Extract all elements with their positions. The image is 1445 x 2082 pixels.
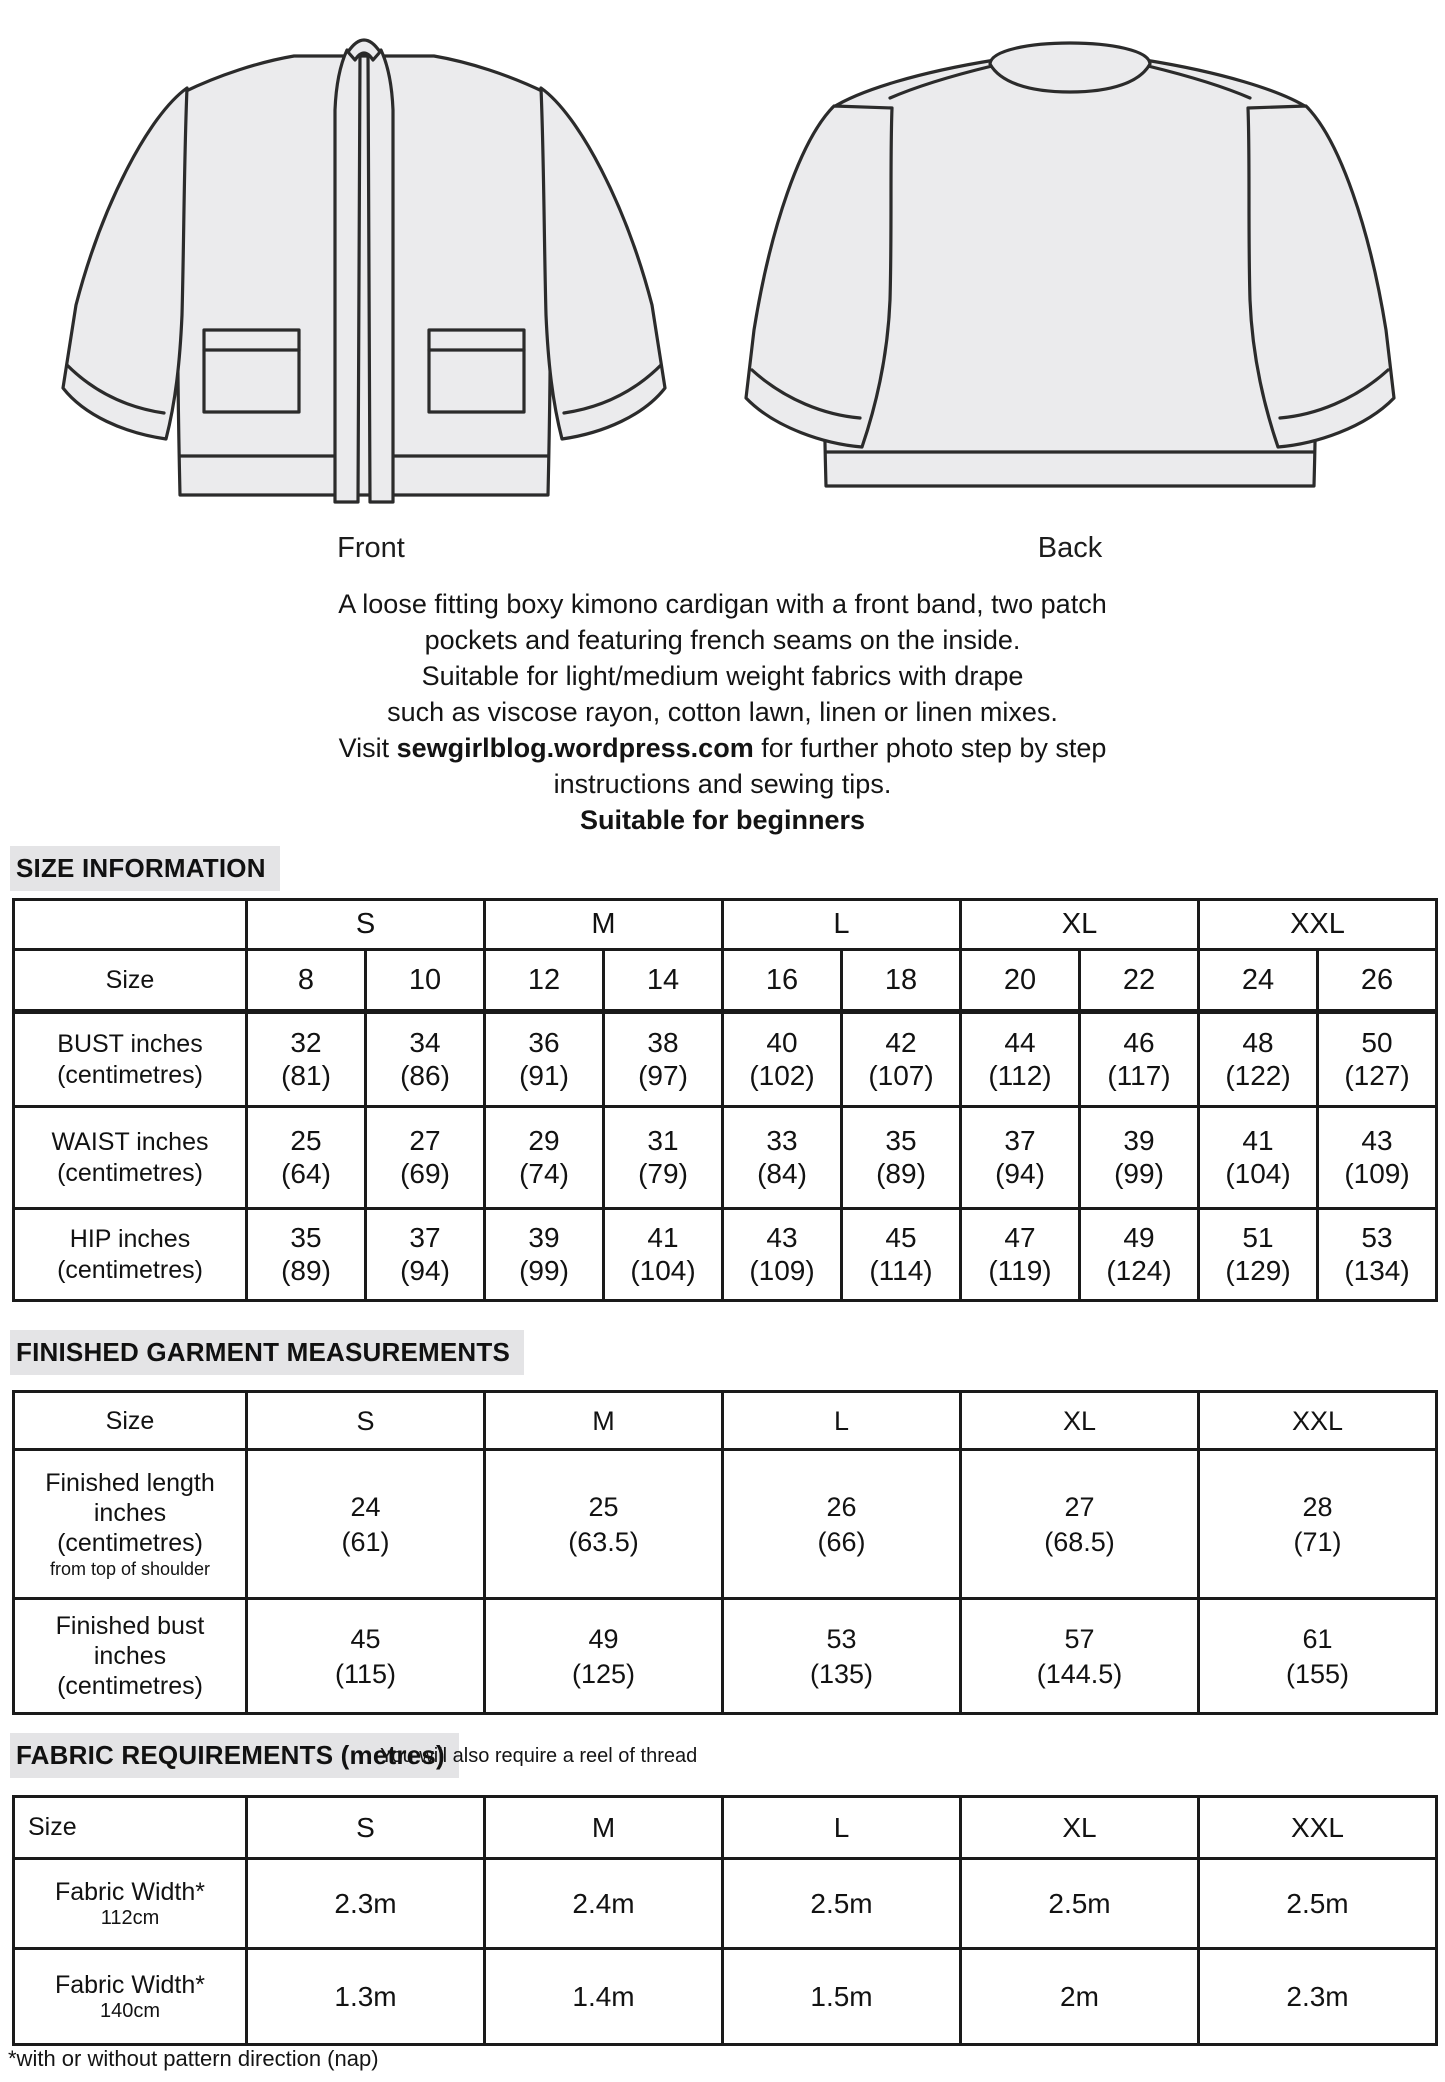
bust-cm: (102)	[749, 1060, 815, 1091]
hip-inches: 39	[528, 1222, 560, 1253]
waist-inches: 39	[1123, 1125, 1155, 1156]
bust-inches: 46	[1123, 1027, 1155, 1058]
back-collar	[990, 43, 1150, 92]
back-body	[824, 60, 1316, 486]
back-right-sleeve	[1248, 106, 1394, 447]
fabric-width-label-line1: Fabric Width*	[54, 1971, 206, 1999]
bust-inches: 50	[1361, 1027, 1393, 1058]
finished-length-cell	[961, 1450, 1199, 1599]
waist-inches: 33	[766, 1125, 798, 1156]
hip-inches: 41	[647, 1222, 679, 1253]
finished-length-label-line3: (centimetres)	[57, 1529, 203, 1557]
waist-cm: (104)	[1225, 1158, 1291, 1189]
fabric-col-header: XXL	[1199, 1797, 1437, 1859]
fabric-140-cell: 1.5m	[723, 1949, 961, 2045]
hip-inches: 45	[885, 1222, 917, 1253]
description-line: instructions and sewing tips.	[553, 769, 892, 799]
waist-inches: 43	[1361, 1125, 1393, 1156]
hip-inches: 35	[290, 1222, 322, 1253]
bust-cell	[604, 1012, 723, 1107]
size-number: 24	[1199, 950, 1318, 1012]
finished-length-cell	[485, 1450, 723, 1599]
front-figure-label: Front	[337, 532, 405, 564]
size-number: 18	[842, 950, 961, 1012]
waist-cm: (79)	[638, 1158, 688, 1189]
back-left-sleeve	[746, 106, 892, 447]
fabric-112-cell: 2.3m	[247, 1859, 485, 1949]
finished-bust-cm: (155)	[1285, 1658, 1350, 1689]
beginners-note: Suitable for beginners	[579, 805, 866, 835]
front-left-band	[335, 50, 360, 502]
hip-inches: 49	[1123, 1222, 1155, 1253]
waist-cm: (64)	[281, 1158, 331, 1189]
size-number: 16	[723, 950, 842, 1012]
size-table-empty-corner	[14, 900, 247, 950]
finished-length-label-line4: from top of shoulder	[49, 1559, 211, 1579]
finished-bust-cell	[485, 1599, 723, 1714]
finished-bust-cell	[247, 1599, 485, 1714]
waist-row-label	[14, 1107, 247, 1209]
finished-length-cell	[247, 1450, 485, 1599]
finished-bust-inches: 49	[588, 1623, 619, 1654]
size-group-header: L	[723, 900, 961, 950]
size-number: 14	[604, 950, 723, 1012]
finished-length-cm: (66)	[817, 1526, 866, 1557]
hip-cell	[247, 1209, 366, 1301]
fabric-140-cell: 1.4m	[485, 1949, 723, 2045]
bust-cell	[247, 1012, 366, 1107]
finished-bust-cm: (125)	[571, 1658, 636, 1689]
finished-bust-inches: 61	[1302, 1623, 1333, 1654]
description-line: A loose fitting boxy kimono cardigan with a front band, two patch	[338, 589, 1107, 619]
size-number: 22	[1080, 950, 1199, 1012]
hip-cell	[842, 1209, 961, 1301]
bust-cm: (91)	[519, 1060, 569, 1091]
fabric-width-label-line2: 112cm	[100, 1907, 160, 1929]
hip-cm: (129)	[1225, 1255, 1291, 1286]
size-information-table	[12, 898, 1438, 1302]
fabric-width-140-label	[14, 1949, 247, 2045]
waist-inches: 27	[409, 1125, 441, 1156]
bust-row-label	[14, 1012, 247, 1107]
hip-cell	[1080, 1209, 1199, 1301]
hip-inches: 43	[766, 1222, 798, 1253]
fabric-140-cell: 1.3m	[247, 1949, 485, 2045]
hip-cm: (89)	[281, 1255, 331, 1286]
waist-cm: (84)	[757, 1158, 807, 1189]
finished-col-header: S	[247, 1392, 485, 1450]
bust-inches: 40	[766, 1027, 798, 1058]
fabric-width-112-label	[14, 1859, 247, 1949]
bust-cm: (117)	[1107, 1060, 1171, 1091]
hip-inches: 51	[1242, 1222, 1274, 1253]
hip-cell	[723, 1209, 842, 1301]
finished-bust-inches: 57	[1064, 1623, 1095, 1654]
bust-inches: 44	[1004, 1027, 1036, 1058]
hip-cm: (134)	[1344, 1255, 1410, 1286]
hip-inches: 47	[1004, 1222, 1036, 1253]
size-group-header: M	[485, 900, 723, 950]
waist-label-line1: WAIST inches	[51, 1127, 209, 1156]
back-garment-illustration	[740, 20, 1400, 525]
size-number: 26	[1318, 950, 1437, 1012]
finished-length-label-line1: Finished length	[45, 1469, 215, 1497]
waist-cell	[366, 1107, 485, 1209]
nap-footnote: *with or without pattern direction (nap)	[8, 2046, 379, 2071]
bust-label-line1: BUST inches	[57, 1029, 203, 1058]
waist-cell	[723, 1107, 842, 1209]
finished-bust-label	[14, 1599, 247, 1714]
fabric-col-header: S	[247, 1797, 485, 1859]
bust-cm: (81)	[281, 1060, 331, 1091]
size-information-heading: SIZE INFORMATION	[10, 846, 280, 891]
hip-cm: (114)	[869, 1255, 933, 1286]
bust-cm: (127)	[1344, 1060, 1410, 1091]
bust-label-line2: (centimetres)	[57, 1060, 203, 1089]
front-body	[178, 56, 551, 495]
front-left-pocket	[204, 330, 299, 412]
waist-cm: (99)	[1114, 1158, 1164, 1189]
fabric-requirements-heading: FABRIC REQUIREMENTS (metres)	[10, 1733, 459, 1778]
bust-cell	[366, 1012, 485, 1107]
waist-cell	[1199, 1107, 1318, 1209]
waist-cell	[1080, 1107, 1199, 1209]
fabric-112-cell: 2.4m	[485, 1859, 723, 1949]
finished-bust-cell	[723, 1599, 961, 1714]
fabric-112-cell: 2.5m	[961, 1859, 1199, 1949]
bust-cell	[485, 1012, 604, 1107]
finished-size-label: Size	[14, 1392, 247, 1450]
hip-cell	[366, 1209, 485, 1301]
bust-cm: (86)	[400, 1060, 450, 1091]
front-left-sleeve	[63, 88, 187, 439]
bust-inches: 36	[528, 1027, 560, 1058]
description-line: Suitable for light/medium weight fabrics with drape	[421, 661, 1024, 691]
size-number: 20	[961, 950, 1080, 1012]
fabric-requirements-table	[12, 1795, 1438, 2046]
waist-cell	[842, 1107, 961, 1209]
finished-length-inches: 25	[588, 1491, 619, 1522]
front-right-band	[368, 50, 393, 502]
waist-cell	[247, 1107, 366, 1209]
finished-length-cm: (71)	[1293, 1526, 1342, 1557]
bust-cm: (122)	[1225, 1060, 1291, 1091]
fabric-140-cell: 2m	[961, 1949, 1199, 2045]
bust-cm: (97)	[638, 1060, 688, 1091]
fabric-140-cell: 2.3m	[1199, 1949, 1437, 2045]
hip-cm: (94)	[400, 1255, 450, 1286]
size-number: 10	[366, 950, 485, 1012]
hip-cell	[604, 1209, 723, 1301]
blog-line-prefix: Visit	[338, 733, 397, 763]
waist-inches: 37	[1004, 1125, 1036, 1156]
finished-bust-inches: 53	[826, 1623, 857, 1654]
size-row-label: Size	[14, 950, 247, 1012]
waist-inches: 35	[885, 1125, 917, 1156]
blog-line-suffix: for further photo step by step	[753, 733, 1107, 763]
waist-inches: 31	[647, 1125, 679, 1156]
finished-bust-cm: (135)	[809, 1658, 874, 1689]
size-group-header: S	[247, 900, 485, 950]
finished-col-header: XL	[961, 1392, 1199, 1450]
finished-bust-label-line1: Finished bust	[55, 1612, 205, 1640]
finished-length-cm: (63.5)	[568, 1526, 639, 1557]
finished-bust-inches: 45	[350, 1623, 381, 1654]
bust-cell	[961, 1012, 1080, 1107]
back-figure-label: Back	[1037, 532, 1103, 564]
finished-bust-label-line2: inches	[93, 1642, 167, 1670]
finished-bust-cm: (115)	[334, 1658, 397, 1689]
hip-inches: 53	[1361, 1222, 1393, 1253]
finished-col-header: L	[723, 1392, 961, 1450]
bust-inches: 38	[647, 1027, 679, 1058]
hip-cm: (109)	[749, 1255, 815, 1286]
bust-cell	[842, 1012, 961, 1107]
front-right-sleeve	[541, 88, 665, 439]
description-line: pockets and featuring french seams on the inside.	[424, 625, 1021, 655]
finished-col-header: XXL	[1199, 1392, 1437, 1450]
hip-label-line1: HIP inches	[69, 1224, 191, 1253]
description-line: such as viscose rayon, cotton lawn, linen or linen mixes.	[387, 697, 1058, 727]
hip-label-line2: (centimetres)	[57, 1255, 203, 1284]
waist-label-line2: (centimetres)	[57, 1158, 203, 1187]
size-group-header: XL	[961, 900, 1199, 950]
bust-cell	[1318, 1012, 1437, 1107]
bust-cm: (112)	[988, 1060, 1052, 1091]
size-number: 8	[247, 950, 366, 1012]
bust-inches: 48	[1242, 1027, 1274, 1058]
bust-inches: 34	[409, 1027, 441, 1058]
bust-cm: (107)	[868, 1060, 934, 1091]
finished-bust-cm: (144.5)	[1036, 1658, 1123, 1689]
fabric-width-label-line2: 140cm	[99, 2000, 161, 2022]
finished-length-cm: (68.5)	[1044, 1526, 1115, 1557]
waist-inches: 25	[290, 1125, 322, 1156]
bust-cell	[1080, 1012, 1199, 1107]
fabric-112-cell: 2.5m	[723, 1859, 961, 1949]
finished-length-inches: 26	[826, 1491, 857, 1522]
waist-cm: (74)	[519, 1158, 569, 1189]
hip-cell	[485, 1209, 604, 1301]
blog-url: sewgirlblog.wordpress.com	[396, 733, 754, 763]
hip-cm: (104)	[630, 1255, 696, 1286]
hip-cell	[1199, 1209, 1318, 1301]
finished-length-inches: 27	[1064, 1491, 1095, 1522]
waist-cell	[485, 1107, 604, 1209]
finished-length-label	[14, 1450, 247, 1599]
hip-cm: (119)	[988, 1255, 1052, 1286]
front-garment-illustration	[54, 20, 704, 525]
waist-cell	[604, 1107, 723, 1209]
hip-cm: (124)	[1106, 1255, 1172, 1286]
finished-length-inches: 28	[1302, 1491, 1333, 1522]
finished-length-inches: 24	[350, 1491, 381, 1522]
finished-bust-cell	[961, 1599, 1199, 1714]
fabric-width-label-line1: Fabric Width*	[54, 1878, 206, 1906]
fabric-112-cell: 2.5m	[1199, 1859, 1437, 1949]
garment-description	[0, 586, 1445, 838]
bust-cell	[723, 1012, 842, 1107]
finished-length-label-line2: inches	[93, 1499, 167, 1527]
waist-cell	[1318, 1107, 1437, 1209]
bust-inches: 42	[885, 1027, 917, 1058]
finished-length-cm: (61)	[341, 1526, 390, 1557]
fabric-col-header: L	[723, 1797, 961, 1859]
hip-cell	[1318, 1209, 1437, 1301]
hip-inches: 37	[409, 1222, 441, 1253]
finished-garment-heading: FINISHED GARMENT MEASUREMENTS	[10, 1330, 524, 1375]
bust-cell	[1199, 1012, 1318, 1107]
bust-inches: 32	[290, 1027, 322, 1058]
fabric-size-label: Size	[14, 1797, 247, 1859]
finished-col-header: M	[485, 1392, 723, 1450]
finished-bust-cell	[1199, 1599, 1437, 1714]
size-number: 12	[485, 950, 604, 1012]
waist-cm: (89)	[876, 1158, 926, 1189]
waist-inches: 41	[1242, 1125, 1274, 1156]
hip-row-label	[14, 1209, 247, 1301]
waist-cm: (109)	[1344, 1158, 1410, 1189]
waist-cell	[961, 1107, 1080, 1209]
waist-inches: 29	[528, 1125, 560, 1156]
front-right-pocket	[429, 330, 524, 412]
thread-note: You will also require a reel of thread	[380, 1745, 698, 1767]
size-group-header: XXL	[1199, 900, 1437, 950]
finished-bust-label-line3: (centimetres)	[57, 1672, 203, 1700]
finished-length-cell	[1199, 1450, 1437, 1599]
hip-cell	[961, 1209, 1080, 1301]
fabric-col-header: XL	[961, 1797, 1199, 1859]
waist-cm: (94)	[995, 1158, 1045, 1189]
description-line-blog	[0, 730, 1445, 766]
waist-cm: (69)	[400, 1158, 450, 1189]
hip-cm: (99)	[519, 1255, 569, 1286]
finished-length-cell	[723, 1450, 961, 1599]
fabric-col-header: M	[485, 1797, 723, 1859]
finished-garment-table	[12, 1390, 1438, 1715]
